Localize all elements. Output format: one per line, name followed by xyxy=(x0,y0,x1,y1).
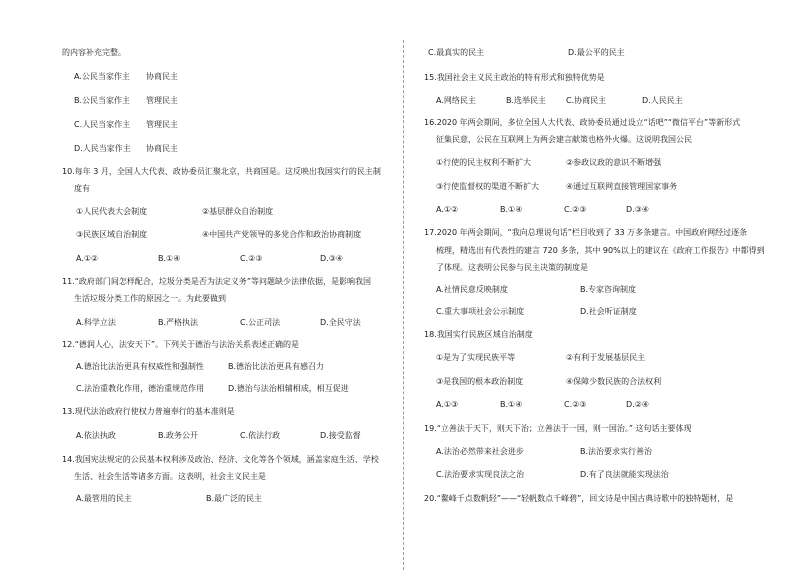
q16-option-b[interactable]: B.①④ xyxy=(500,205,523,214)
q18-stem: 18.我国实行民族区域自治制度 xyxy=(424,330,533,339)
q17-option-c[interactable]: C.重大事项社会公示制度 xyxy=(436,307,525,316)
q17-option-b[interactable]: B.专家咨询制度 xyxy=(580,285,637,294)
q12-option-a[interactable]: A.德治比法治更具有权威性和强制性 xyxy=(76,362,204,371)
q18-option-a[interactable]: A.①③ xyxy=(436,400,459,409)
q16-stem-line1: 16.2020 年两会期间，多位全国人大代表、政协委员通过设立“话吧”“微信平台”等新形式 xyxy=(424,118,741,127)
q17-stem-line1: 17.2020 年两会期间，“我向总理说句话”栏目收到了 33 万多条建言。中国政府网经过逐条 xyxy=(424,228,748,237)
q18-statement-3: ③是我国的根本政治制度 xyxy=(436,377,524,386)
q17-option-d[interactable]: D.社会听证制度 xyxy=(580,307,637,316)
q14-stem-line1: 14.我国宪法规定的公民基本权利涉及政治、经济、文化等各个领域，涵盖家庭生活、学校 xyxy=(62,455,379,464)
q15-option-b[interactable]: B.选举民主 xyxy=(506,96,547,105)
q19-stem: 19.“立善法于天下，则天下治；立善法于一国，则一国治。” 这句话主要体现 xyxy=(424,424,692,433)
q18-option-b[interactable]: B.①④ xyxy=(500,400,523,409)
q15-stem: 15.我国社会主义民主政治的特有形式和独特优势是 xyxy=(424,73,605,82)
q12-option-d[interactable]: D.德治与法治相辅相成，相互促进 xyxy=(228,384,349,393)
q16-stem-line2: 征集民意，公民在互联网上为两会建言献策也格外火爆。这说明我国公民 xyxy=(436,135,692,144)
q11-option-b[interactable]: B.严格执法 xyxy=(158,318,199,327)
q15-option-c[interactable]: C.协商民主 xyxy=(566,96,607,105)
q16-option-c[interactable]: C.②③ xyxy=(564,205,587,214)
q16-statement-3: ③行使监督权的渠道不断扩大 xyxy=(436,182,540,191)
q10-statement-2: ②基层群众自治制度 xyxy=(202,207,274,216)
q13-option-b[interactable]: B.政务公开 xyxy=(158,431,199,440)
q13-option-a[interactable]: A.依法执政 xyxy=(76,431,116,440)
q16-statement-4: ④通过互联网直接管理国家事务 xyxy=(566,182,678,191)
q20-stem: 20.“鳌峰千点数帆轻”——“轻帆数点千峰碧”，回文诗是中国古典诗歌中的独特题材，是 xyxy=(424,494,734,503)
q9-continuation: 的内容补充完整。 xyxy=(62,48,126,57)
q17-stem-line2: 梳理，精选出有代表性的建言 720 多条，其中 90%以上的建议在《政府工作报告》中都得到 xyxy=(436,246,765,255)
q11-stem-line2: 生活垃圾分类工作的原因之一。为此要做到 xyxy=(74,294,226,303)
q10-statement-3: ③民族区域自治制度 xyxy=(76,230,148,239)
q10-option-c[interactable]: C.②③ xyxy=(240,254,263,263)
q18-statement-4: ④保障少数民族的合法权利 xyxy=(566,377,662,386)
q10-option-d[interactable]: D.③④ xyxy=(320,254,344,263)
q13-stem: 13.现代法治政府行使权力普遍奉行的基本准则是 xyxy=(62,407,235,416)
q18-statement-2: ②有利于发展基层民主 xyxy=(566,353,646,362)
q12-option-b[interactable]: B.德治比法治更具有感召力 xyxy=(228,362,325,371)
q12-option-c[interactable]: C.法治重教化作用，德治重规范作用 xyxy=(76,384,205,393)
q18-option-d[interactable]: D.②④ xyxy=(626,400,650,409)
q16-statement-2: ②参政议政的意识不断增强 xyxy=(566,158,662,167)
q9-option-a[interactable]: A.公民当家作主 协商民主 xyxy=(74,72,178,81)
q19-option-a[interactable]: A.法治必然带来社会进步 xyxy=(436,447,524,456)
q16-statement-1: ①行使的民主权利不断扩大 xyxy=(436,158,532,167)
q11-stem-line1: 11.“政府部门间怎样配合，垃圾分类是否为法定义务”等问题缺少法律依据，是影响我国 xyxy=(62,277,372,286)
q17-option-a[interactable]: A.社情民意反映制度 xyxy=(436,285,508,294)
q11-option-d[interactable]: D.全民守法 xyxy=(320,318,361,327)
q10-statement-1: ①人民代表大会制度 xyxy=(76,207,148,216)
column-divider xyxy=(403,40,404,570)
q18-option-c[interactable]: C.②③ xyxy=(564,400,587,409)
q14-stem-line2: 生活、社会生活等诸多方面。这表明，社会主义民主是 xyxy=(74,472,266,481)
q19-option-c[interactable]: C.法治要求实现良法之治 xyxy=(436,470,525,479)
q10-stem-line2: 度有 xyxy=(74,184,90,193)
q10-option-a[interactable]: A.①② xyxy=(76,254,99,263)
q14-option-b[interactable]: B.最广泛的民主 xyxy=(206,494,263,503)
q14-option-d[interactable]: D.最公平的民主 xyxy=(568,48,625,57)
q13-option-d[interactable]: D.接受监督 xyxy=(320,431,361,440)
q9-option-d[interactable]: D.人民当家作主 协商民主 xyxy=(74,144,178,153)
q10-stem-line1: 10.每年 3 月，全国人大代表、政协委员汇聚北京，共商国是。这反映出我国实行的民主制 xyxy=(62,167,381,176)
q18-statement-1: ①是为了实现民族平等 xyxy=(436,353,516,362)
q15-option-a[interactable]: A.网络民主 xyxy=(436,96,476,105)
q11-option-c[interactable]: C.公正司法 xyxy=(240,318,281,327)
q9-option-b[interactable]: B.公民当家作主 管理民主 xyxy=(74,96,178,105)
q17-stem-line3: 了体现。这表明公民参与民主决策的制度是 xyxy=(436,263,588,272)
q14-option-a[interactable]: A.最管用的民主 xyxy=(76,494,132,503)
q9-option-c[interactable]: C.人民当家作主 管理民主 xyxy=(74,120,178,129)
q13-option-c[interactable]: C.依法行政 xyxy=(240,431,281,440)
q14-option-c[interactable]: C.最真实的民主 xyxy=(428,48,485,57)
q12-stem: 12.“德润人心，法安天下”。下列关于德治与法治关系表述正确的是 xyxy=(62,340,300,349)
q16-option-a[interactable]: A.①② xyxy=(436,205,459,214)
q10-statement-4: ④中国共产党领导的多党合作和政治协商制度 xyxy=(202,230,362,239)
q19-option-b[interactable]: B.法治要求实行善治 xyxy=(580,447,653,456)
q15-option-d[interactable]: D.人民民主 xyxy=(642,96,683,105)
q11-option-a[interactable]: A.科学立法 xyxy=(76,318,116,327)
q19-option-d[interactable]: D.有了良法就能实现法治 xyxy=(580,470,669,479)
q10-option-b[interactable]: B.①④ xyxy=(158,254,181,263)
q16-option-d[interactable]: D.③④ xyxy=(626,205,650,214)
